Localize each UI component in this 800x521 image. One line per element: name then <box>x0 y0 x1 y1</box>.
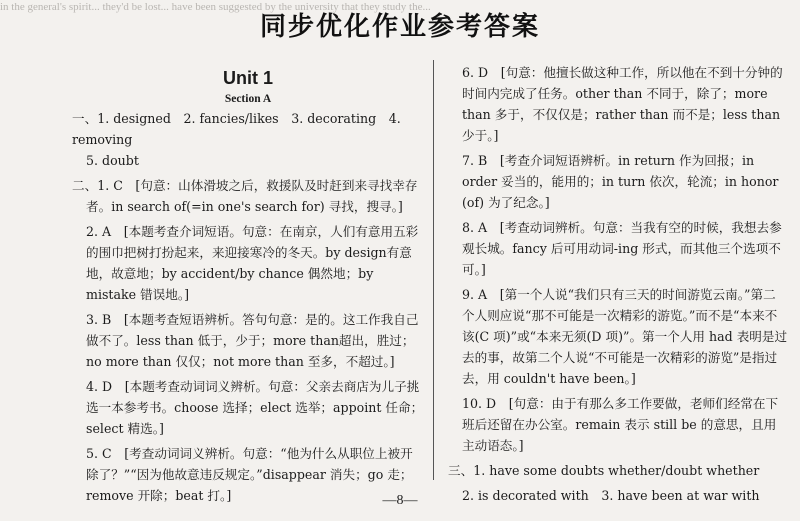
answer-item: 2. is decorated with 3. have been at war with <box>462 488 760 503</box>
page-title: 同步优化作业参考答案 <box>259 12 540 42</box>
answer-item: 6. D [句意：他擅长做这种工作，所以他在不到十分钟的时间内完成了任务。other than 不同于，除了；more than 多于，不仅仅是；rather than 而不是；less than 少于。] <box>462 65 783 143</box>
answer-item: 4. D [本题考查动词词义辨析。句意：父亲去商店为儿子挑选一本参考书。choose 选择；elect 选举；appoint 任命；select 精选。] <box>86 379 424 436</box>
answer-item: 三、1. have some doubts whether/doubt whether <box>448 463 760 478</box>
answer-item: 7. B [考查介词短语辨析。in return 作为回报；in order 妥当的，能用的；in turn 依次，轮流；in honor (of) 为了纪念。] <box>462 153 779 210</box>
answer-item: 9. A [第一个人说“我们只有三天的时间游览云南。”第二个人则应说“那不可能是一次精彩的游览。”而不是“本来不该(C 项)”或“本来无须(D 项)”。第一个人用 had 表明是过去的事，故第二个人说“不可能是一次精彩的游览”是指过去，用 couldn't have been。] <box>462 287 788 386</box>
answer-item: 3. B [本题考查短语辨析。答句句意：是的。这工作我自己做不了。less than 低于，少于；more than超出，胜过；no more than 仅仅；not more than 至多，不超过。] <box>86 312 419 369</box>
right-column <box>448 62 788 510</box>
answer-item: 5. C [考查动词词义辨析。句意：“他为什么从职位上被开除了？”“因为他故意违反规定。”disappear 消失；go 走；remove 开除；beat 打。] <box>86 446 413 503</box>
answer-item: 8. A [考查动词辨析。句意：当我有空的时候，我想去参观长城。fancy 后可用动词-ing 形式，而其他三个选项不可。] <box>462 220 782 277</box>
answer-item: 一、1. designed 2. fancies/likes 3. decorating 4. removing <box>72 111 401 147</box>
column-divider <box>433 60 434 480</box>
answer-item: 二、1. C [句意：山体滑坡之后，救援队及时赶到来寻找幸存者。in search of(=in one's search for) 寻找，搜寻。] <box>72 178 418 214</box>
answer-item: 5. doubt <box>86 153 139 168</box>
answer-item: 2. A [本题考查介词短语。句意：在南京，人们有意用五彩的围巾把树打扮起来，来迎接寒冷的冬天。by design有意地，故意地；by accident/by chance 偶然地；by mistake 错误地。] <box>86 224 419 302</box>
section-title: Section A <box>224 93 272 105</box>
left-column <box>72 62 424 510</box>
bleed-through-text: in the general's spirit... they'd be lost... have been suggested by the university that they study the... <box>0 1 431 13</box>
answer-item: 10. D [句意：由于有那么多工作要做，老师们经常在下班后还留在办公室。remain 表示 still be 的意思，且用主动语态。] <box>462 396 779 453</box>
unit-title: Unit 1 <box>222 68 273 88</box>
page-number: —8— <box>382 493 418 508</box>
